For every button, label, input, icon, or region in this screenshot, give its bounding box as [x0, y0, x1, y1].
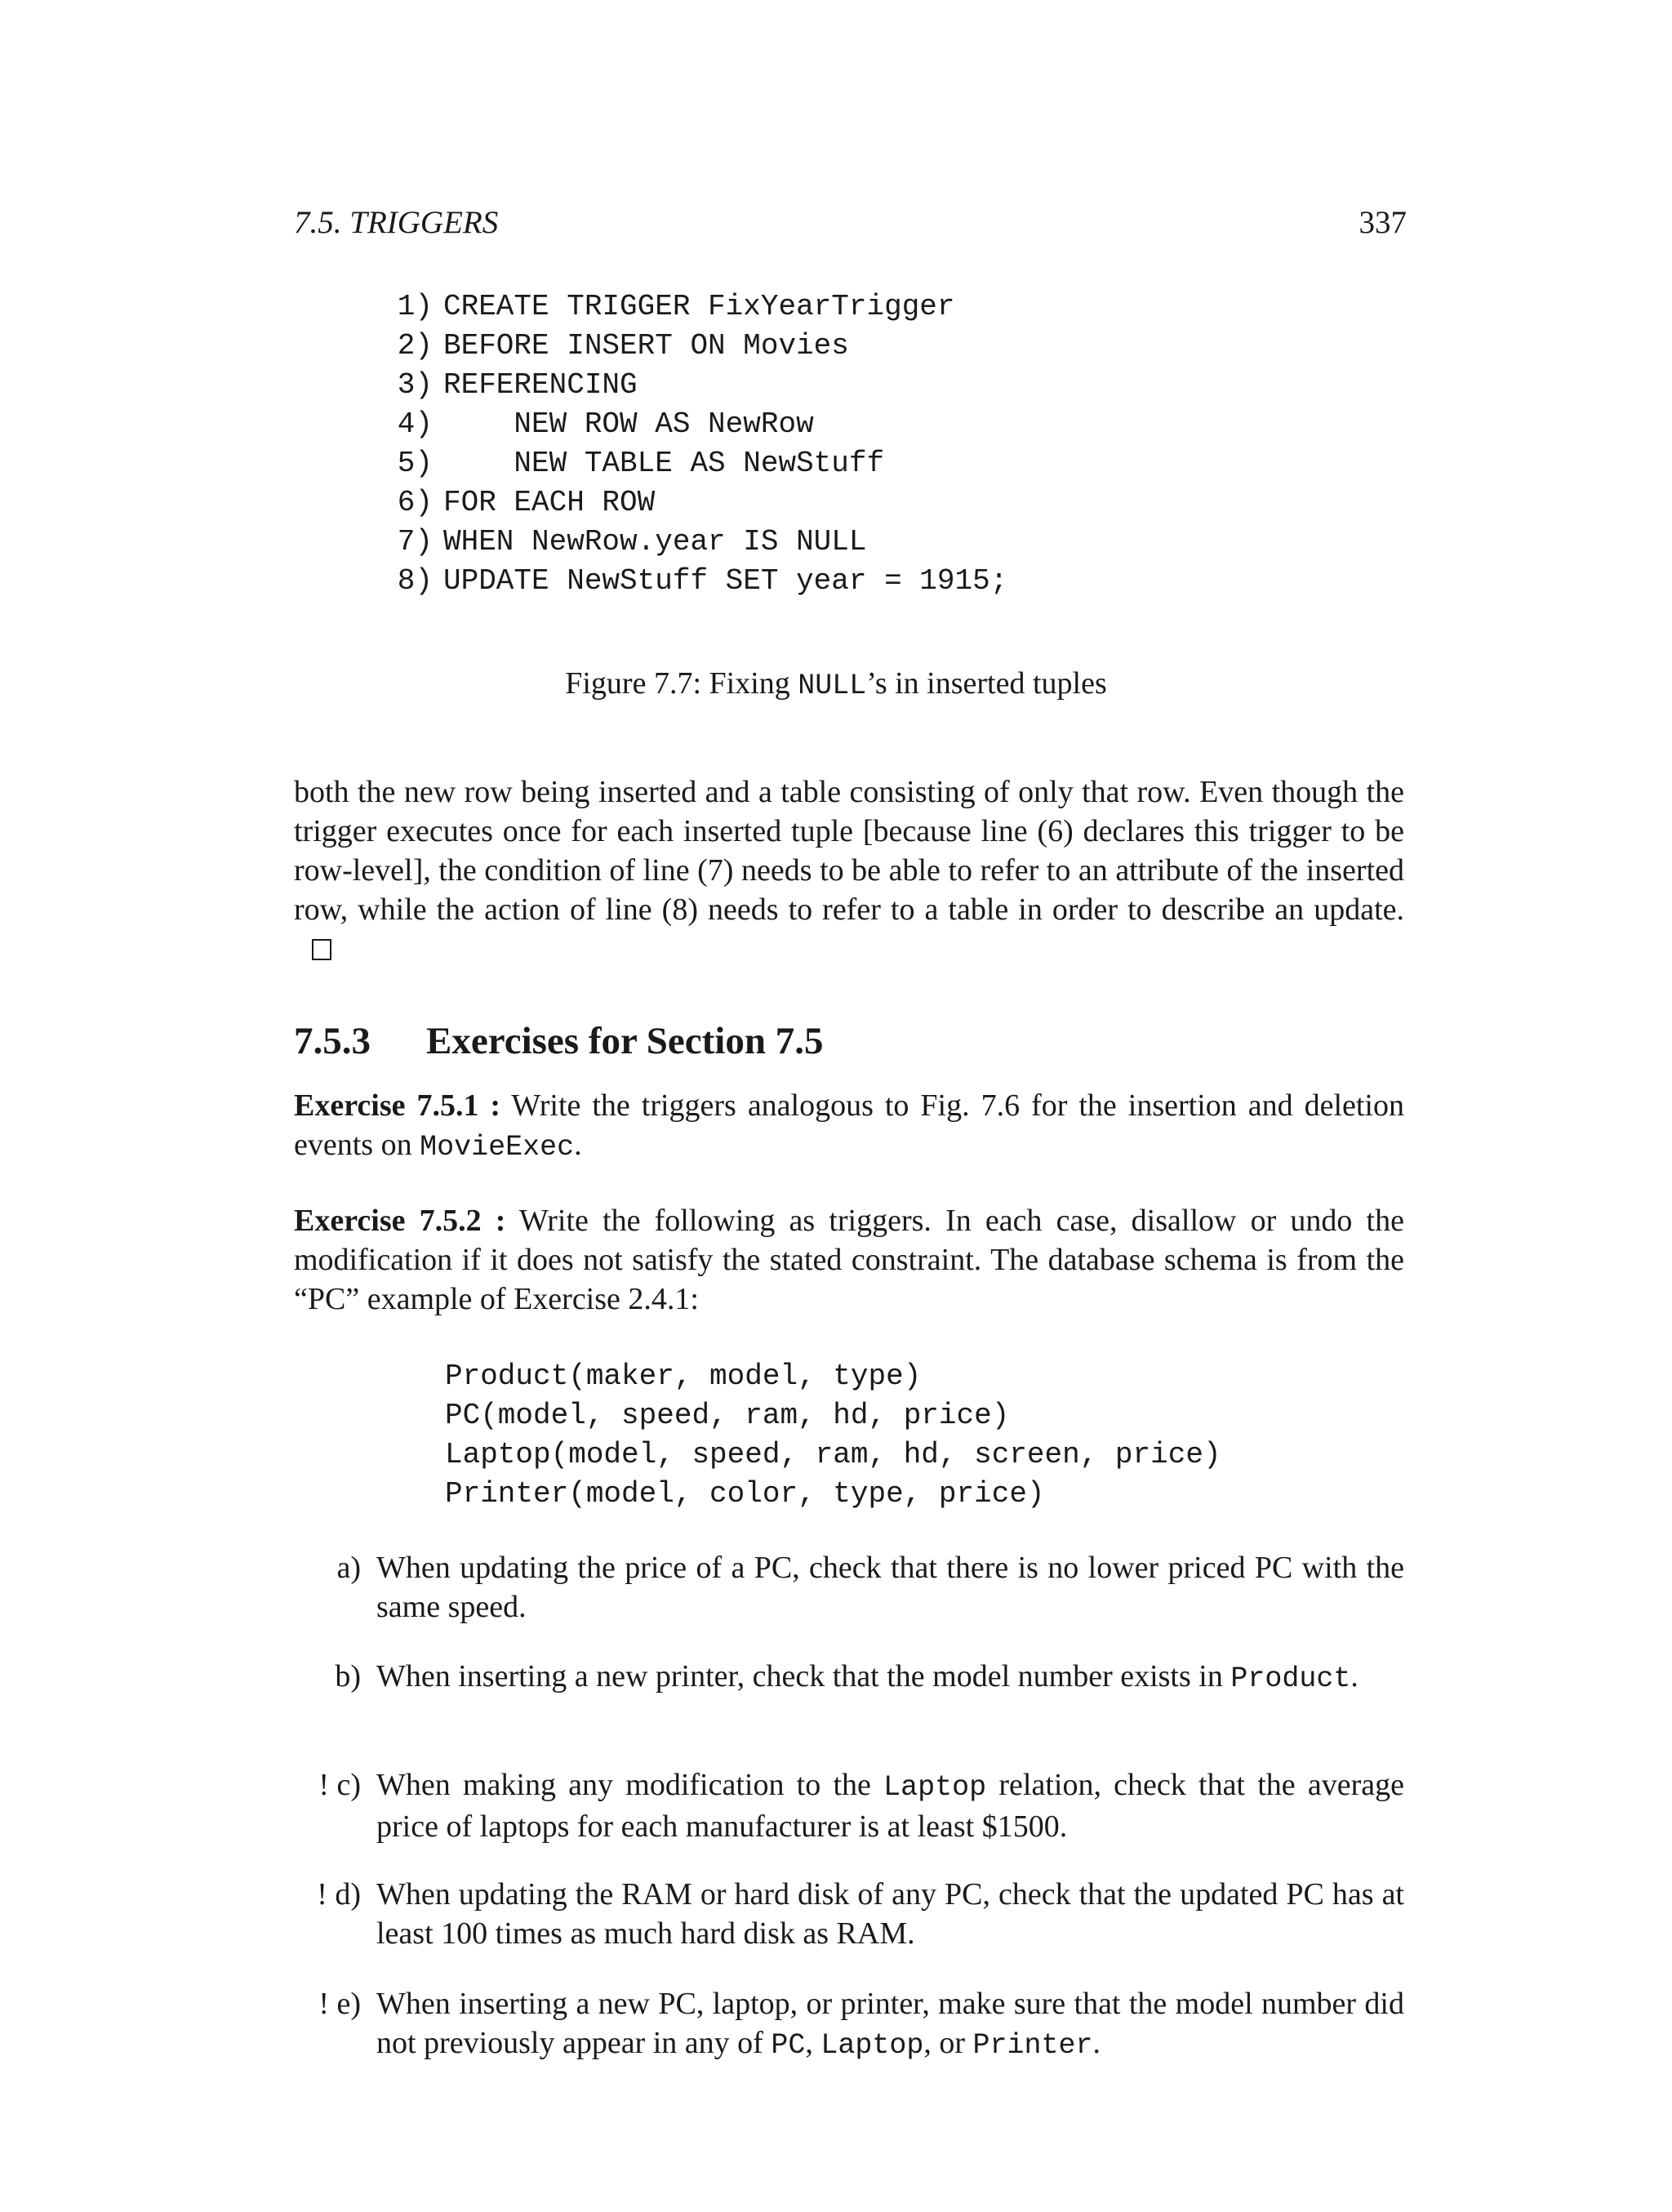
item-text-c	[376, 1765, 1404, 1846]
item-text-b	[376, 1657, 1404, 1698]
item-text-e	[376, 1984, 1404, 2065]
item-e-code-pc: PC	[771, 2029, 806, 2062]
code-line-number: 3)	[397, 368, 433, 402]
code-line-number: 7)	[397, 525, 433, 559]
item-marker-b: b)	[335, 1659, 361, 1693]
exercise-text: Write the following as triggers. In each case, disallow or undo the modification if it does not satisfy the stated constraint. The database schema is from the “PC” example of Exercise 2.4.1:	[294, 1204, 1404, 1316]
code-line-text: NEW ROW AS NewRow	[443, 407, 814, 441]
code-line-text: NEW TABLE AS NewStuff	[443, 447, 885, 480]
item-marker-d: ! d)	[317, 1877, 361, 1912]
item-b-end: .	[1350, 1659, 1358, 1693]
figure-caption	[0, 663, 1672, 706]
caption-code: NULL	[798, 670, 867, 702]
paragraph-text: both the new row being inserted and a table consisting of only that row. Even though the trigger executes once for each inserted tuple [because line (6) declares this trigger to be row-level], the condition of line (7) needs to be able to refer to an attribute of the inserted row, while the action of line (8) needs to refer to a table in order to describe an update.	[294, 775, 1404, 927]
section-title: Exercises for Section 7.5	[426, 1020, 824, 1062]
caption-label: Figure 7.7:	[565, 666, 702, 701]
code-line-number: 5)	[397, 447, 433, 480]
exercise-7-5-2	[294, 1201, 1404, 1319]
item-c-text: When making any modification to the	[376, 1768, 871, 1802]
code-line-number: 1)	[397, 290, 433, 323]
page-number: 337	[1358, 205, 1407, 240]
code-line-number: 2)	[397, 329, 433, 363]
item-e-sep: ,	[805, 2026, 813, 2060]
section-heading	[294, 1017, 823, 1066]
item-marker-c: ! c)	[318, 1768, 361, 1802]
exercise-text: Write the triggers analogous to Fig. 7.6 for the insertion and deletion events on	[294, 1088, 1404, 1162]
schema-line: Product(maker, model, type)	[445, 1360, 922, 1393]
schema-line: PC(model, speed, ram, hd, price)	[445, 1399, 1010, 1432]
code-line-number: 8)	[397, 564, 433, 598]
schema-line: Laptop(model, speed, ram, hd, screen, price)	[445, 1438, 1221, 1471]
item-c-text-end: relation, check that the average price of laptops for each manufacturer is at least $1500.	[376, 1768, 1404, 1844]
caption-text-end: ’s in inserted tuples	[866, 666, 1107, 701]
item-e-code-printer: Printer	[972, 2029, 1093, 2062]
code-line-text: WHEN NewRow.year IS NULL	[443, 525, 867, 559]
caption-text: Fixing	[709, 666, 790, 701]
item-b-text: When inserting a new printer, check that the model number exists in	[376, 1659, 1223, 1693]
body-paragraph	[294, 772, 1404, 968]
item-c-code: Laptop	[883, 1771, 987, 1804]
item-marker-e: ! e)	[318, 1987, 361, 2021]
code-line-number: 4)	[397, 407, 433, 441]
exercise-label: Exercise 7.5.2 :	[294, 1204, 506, 1238]
schema-line: Printer(model, color, type, price)	[445, 1477, 1045, 1511]
item-marker-a: a)	[336, 1551, 361, 1585]
end-of-example-box	[312, 939, 331, 960]
item-text-a: When updating the price of a PC, check that there is no lower priced PC with the same speed.	[376, 1551, 1404, 1624]
code-line-text: FOR EACH ROW	[443, 486, 656, 519]
exercise-label: Exercise 7.5.1 :	[294, 1088, 501, 1123]
exercise-end: .	[574, 1128, 582, 1162]
code-line-text: CREATE TRIGGER FixYearTrigger	[443, 290, 955, 323]
item-e-code-laptop: Laptop	[820, 2029, 924, 2062]
code-line-text: BEFORE INSERT ON Movies	[443, 329, 849, 363]
item-text-d: When updating the RAM or hard disk of any PC, check that the updated PC has at least 100 times as much hard disk as RAM.	[376, 1877, 1404, 1951]
item-e-sep: , or	[923, 2026, 966, 2060]
exercise-code: MovieExec	[420, 1131, 575, 1164]
code-line-text: REFERENCING	[443, 368, 638, 402]
code-line-number: 6)	[397, 486, 433, 519]
item-e-text: When inserting a new PC, laptop, or printer, make sure that the model number did not previously appear in any of	[376, 1987, 1404, 2060]
exercise-7-5-1	[294, 1086, 1404, 1167]
section-number: 7.5.3	[294, 1020, 371, 1062]
running-header-title: 7.5. TRIGGERS	[294, 205, 499, 240]
item-e-end: .	[1092, 2026, 1101, 2060]
item-b-code: Product	[1230, 1662, 1351, 1695]
code-line-text: UPDATE NewStuff SET year = 1915;	[443, 564, 1008, 598]
